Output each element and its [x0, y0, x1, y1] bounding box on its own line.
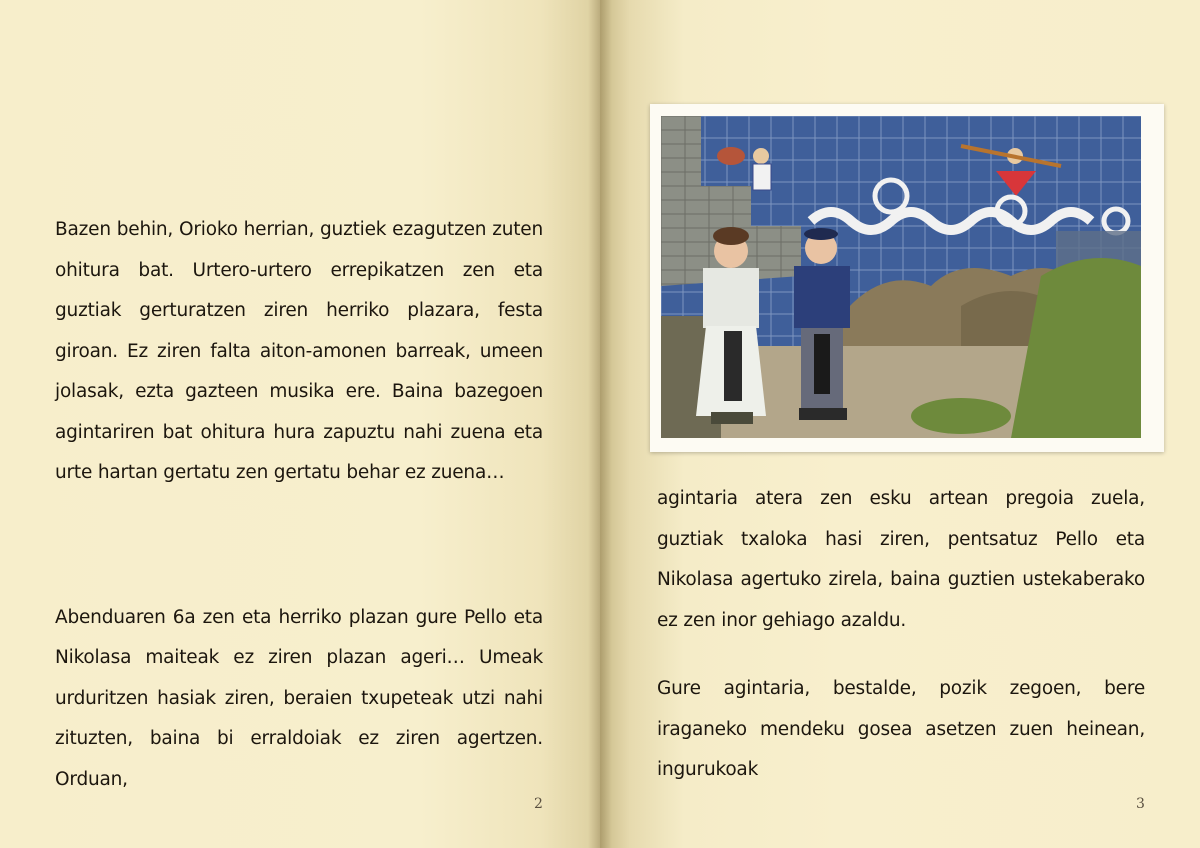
- left-text-block: [55, 210, 543, 800]
- page-number-left: 2: [534, 796, 543, 812]
- right-text-block: [657, 479, 1145, 791]
- page-number-right: 3: [1136, 796, 1145, 812]
- book-spine-shadow: [588, 0, 612, 848]
- left-paragraph-1: Bazen behin, Orioko herrian, guztiek ezagutzen zuten ohitura bat. Urtero-urtero errepikatzen zen eta guztiak gerturatzen ziren herriko plazara, festa giroan. Ez ziren falta aiton-amonen barreak, umeen jolasak, ezta gazteen musika ere. Baina bazegoen agintariren bat ohitura hura zapuztu nahi zuena eta urte hartan gertatu zen gertatu behar ez zuena…: [55, 219, 543, 483]
- giants-photo: [661, 116, 1141, 438]
- right-paragraph-2: Gure agintaria, bestalde, pozik zegoen, bere iraganeko mendeku gosea asetzen zuen heinean, ingurukoak: [657, 678, 1145, 780]
- left-paragraph-2: Abenduaren 6a zen eta herriko plazan gure Pello eta Nikolasa maiteak ez ziren plazan ageri… Umeak urduritzen hasiak ziren, beraien txupeteak utzi nahi zituzten, baina bi erraldoiak ez ziren agertzen. Orduan,: [55, 606, 543, 790]
- mural-figure: [753, 148, 769, 164]
- right-paragraph-1: agintaria atera zen esku artean pregoia zuela, guztiak txaloka hasi ziren, pentsatuz Pello eta Nikolasa agertuko zirela, baina guztien ustekaberako ez zen inor gehiago azaldu.: [657, 488, 1145, 631]
- photo-frame: [650, 104, 1164, 452]
